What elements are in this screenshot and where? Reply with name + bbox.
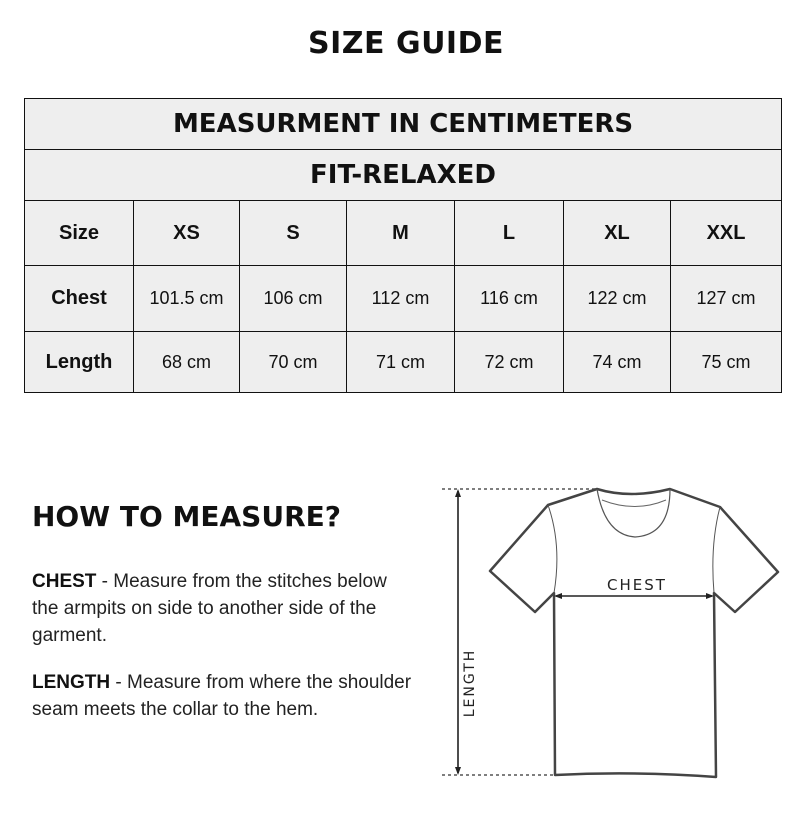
length-term: LENGTH xyxy=(32,672,111,693)
table-cell: 122 cm xyxy=(564,266,671,332)
size-column-header: Size xyxy=(25,201,134,266)
chest-text: - Measure from the stitches below the armpits on side to another side of the garment. xyxy=(32,571,387,646)
size-m-header: M xyxy=(347,201,455,266)
size-s-header: S xyxy=(240,201,347,266)
size-xs-header: XS xyxy=(134,201,240,266)
table-cell: 75 cm xyxy=(671,332,782,393)
how-to-measure-heading: HOW TO MEASURE? xyxy=(32,500,342,533)
table-cell: 112 cm xyxy=(347,266,455,332)
table-cell: 71 cm xyxy=(347,332,455,393)
table-row-length xyxy=(25,332,782,393)
table-cell: 116 cm xyxy=(455,266,564,332)
table-cell: 101.5 cm xyxy=(134,266,240,332)
table-cell: 74 cm xyxy=(564,332,671,393)
table-cell: 106 cm xyxy=(240,266,347,332)
table-cell: 70 cm xyxy=(240,332,347,393)
size-xl-header: XL xyxy=(564,201,671,266)
size-l-header: L xyxy=(455,201,564,266)
length-text: - Measure from where the shoulder seam meets the collar to the hem. xyxy=(32,672,412,720)
table-cell: 72 cm xyxy=(455,332,564,393)
size-header-row xyxy=(25,201,782,266)
length-instruction xyxy=(32,669,412,723)
row-label-chest: Chest xyxy=(25,266,134,332)
table-cell: 127 cm xyxy=(671,266,782,332)
unit-header: MEASURMENT IN CENTIMETERS xyxy=(25,99,782,150)
chest-diagram-label: CHEST xyxy=(607,576,667,594)
page-title: SIZE GUIDE xyxy=(307,26,504,61)
size-xxl-header: XXL xyxy=(671,201,782,266)
size-table xyxy=(24,98,782,393)
length-diagram-label: LENGTH xyxy=(462,648,478,718)
chest-instruction xyxy=(32,568,412,649)
tshirt-outline-icon xyxy=(430,475,800,795)
table-cell: 68 cm xyxy=(134,332,240,393)
row-label-length: Length xyxy=(25,332,134,393)
table-row-chest xyxy=(25,266,782,332)
chest-term: CHEST xyxy=(32,571,97,592)
fit-header: FIT-RELAXED xyxy=(25,150,782,201)
